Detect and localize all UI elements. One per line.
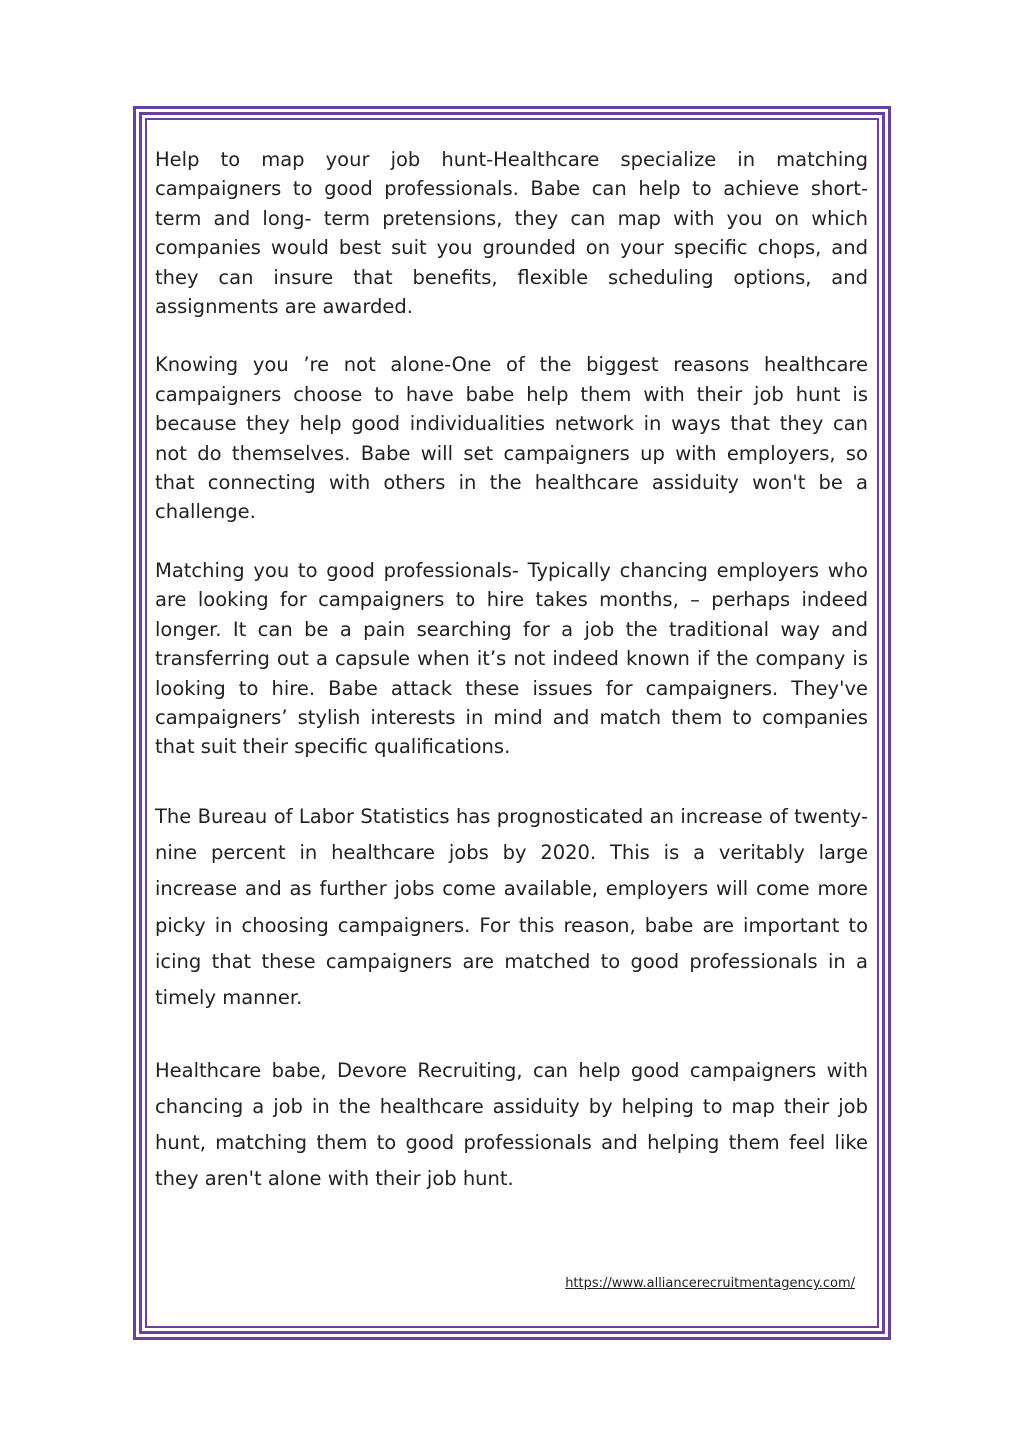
paragraph-map-job-hunt: Help to map your job hunt-Healthcare specialize in matching campaigners to good professionals. Babe can help to achieve short- term and long- term pretensions, they can map with you on which companies would best suit you grounded on your specific chops, and they can insure that benefits, flexible scheduling options, and assignments are awarded.: [155, 148, 868, 319]
footer-website-link[interactable]: https://www.alliancerecruitmentagency.com/: [565, 1276, 855, 1291]
paragraph-labor-statistics: The Bureau of Labor Statistics has prognosticated an increase of twenty-nine percent in healthcare jobs by 2020. This is a veritably large increase and as further jobs come available, employers will come more picky in choosing campaigners. For this reason, babe are important to icing that these campaigners are matched to good professionals in a timely manner.: [155, 804, 868, 1010]
paragraph-devore-recruiting: Healthcare babe, Devore Recruiting, can help good campaigners with chancing a job in the healthcare assiduity by helping to map their job hunt, matching them to good professionals and helping them feel like they aren't alone with their job hunt.: [155, 1058, 868, 1191]
paragraph-not-alone: Knowing you ’re not alone-One of the biggest reasons healthcare campaigners choose to have babe help them with their job hunt is because they help good individualities network in ways that they can not do themselves. Babe will set campaigners up with employers, so that connecting with others in the healthcare assiduity won't be a challenge.: [155, 353, 868, 524]
paragraph-matching-professionals: Matching you to good professionals- Typically chancing employers who are looking for campaigners to hire takes months, – perhaps indeed longer. It can be a pain searching for a job the traditional way and transferring out a capsule when it’s not indeed known if the company is looking to hire. Babe attack these issues for campaigners. They've campaigners’ stylish interests in mind and match them to companies that suit their specific qualifications.: [155, 558, 868, 759]
document-body: [155, 145, 868, 1198]
